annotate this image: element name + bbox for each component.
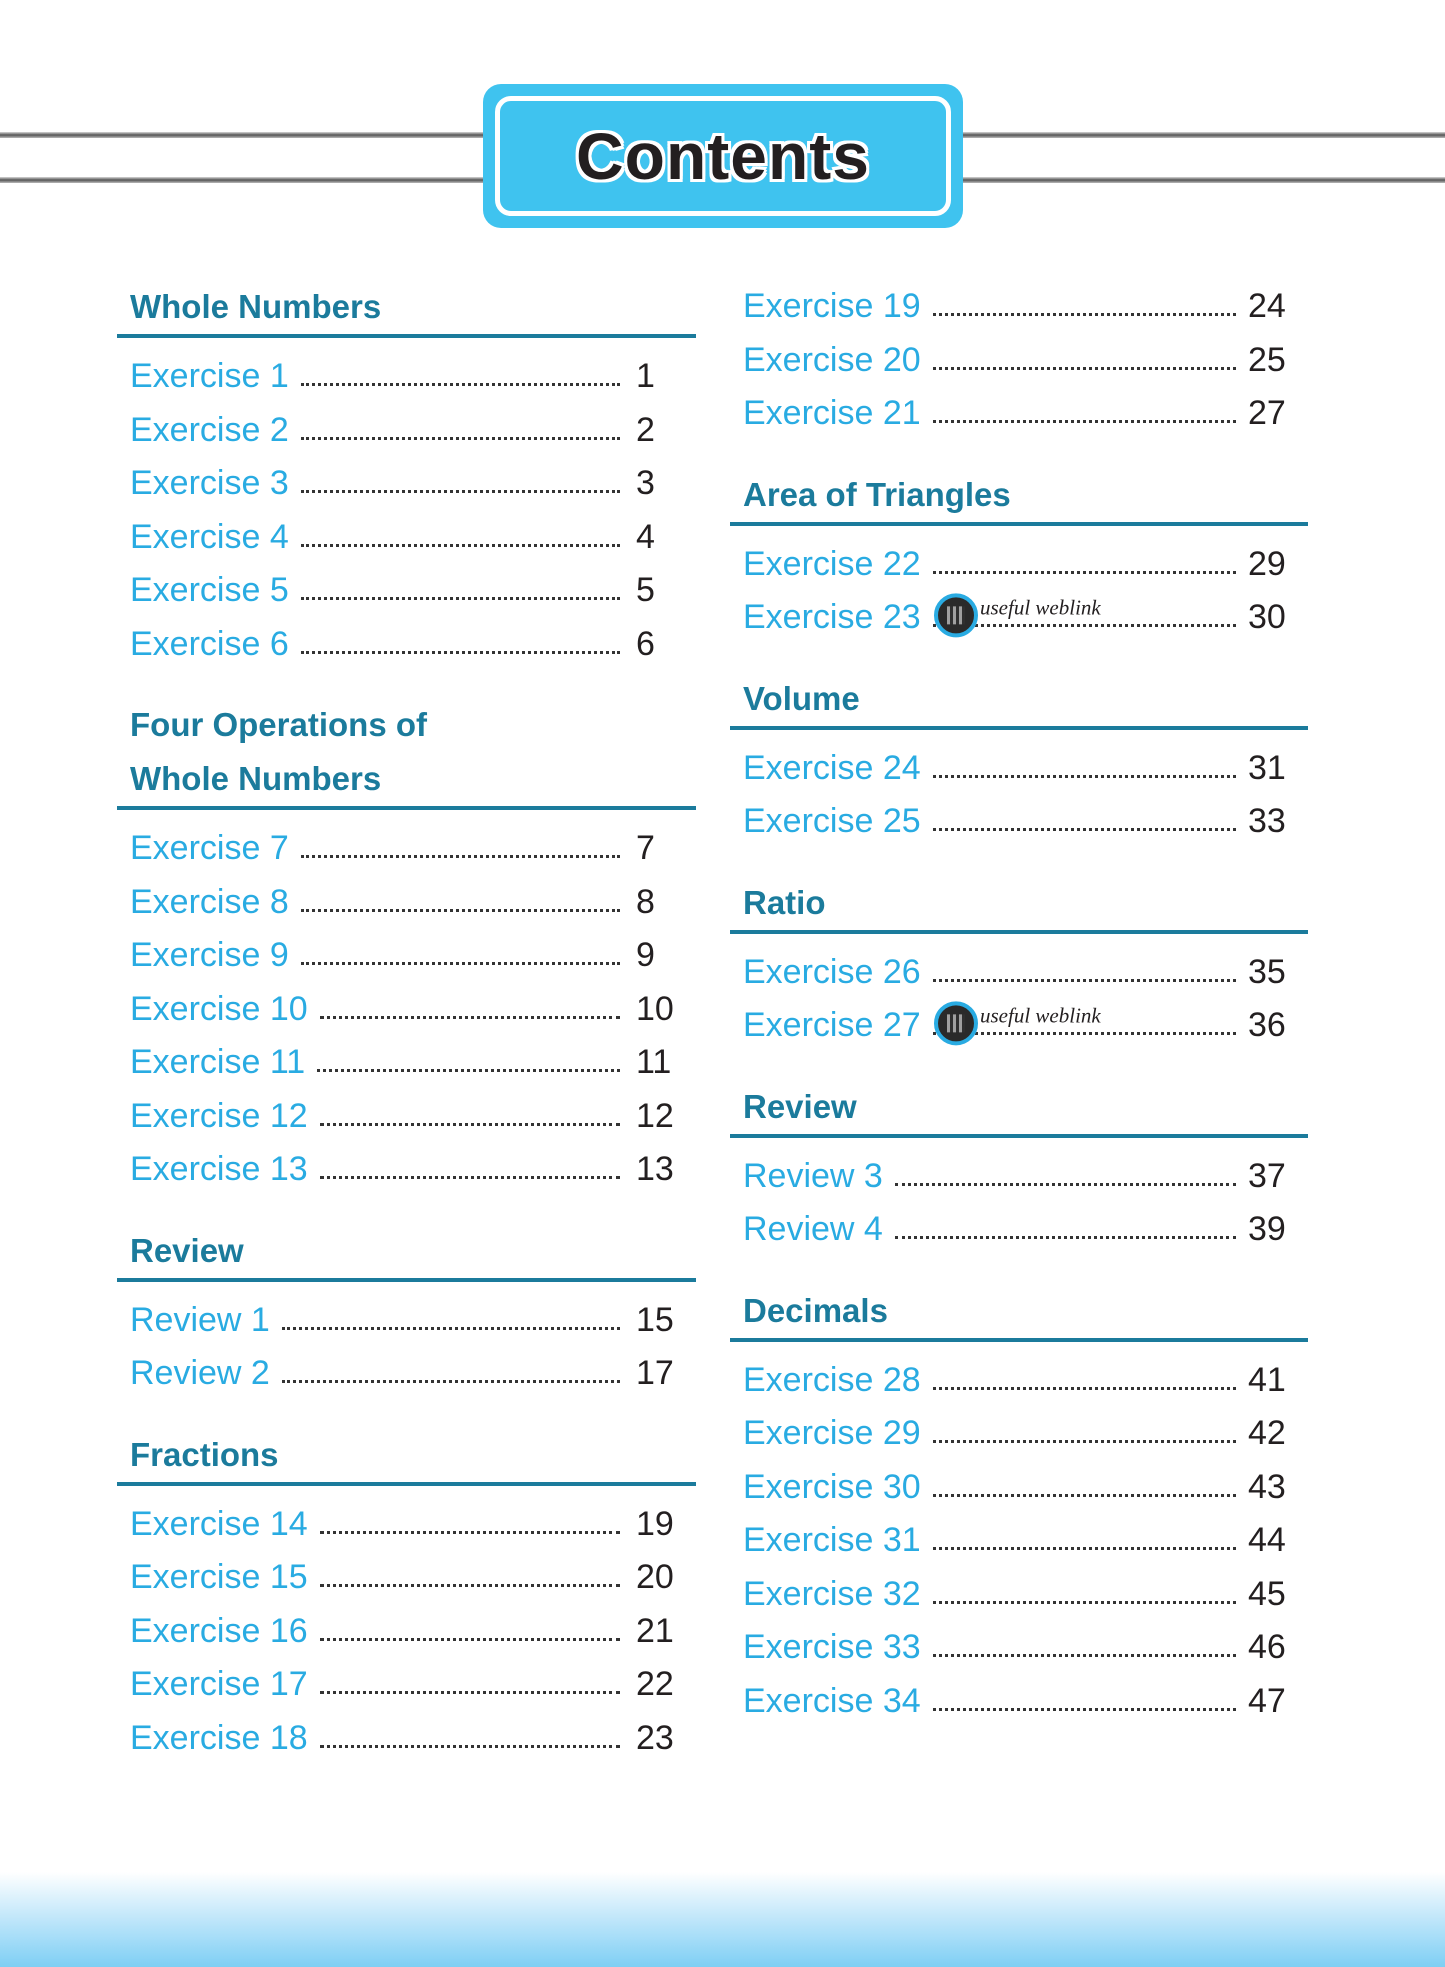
toc-entry[interactable] [730,999,1308,1053]
toc-entry[interactable] [117,1551,696,1605]
toc-entry[interactable] [117,1498,696,1552]
entry-label[interactable]: Exercise 20 [743,340,921,379]
toc-entry[interactable] [117,876,696,930]
dot-leader [933,828,1236,831]
entry-list [730,1354,1308,1729]
toc-entry[interactable] [730,946,1308,1000]
entry-page-number: 25 [1248,340,1286,379]
section-heading: Volume [730,672,1308,730]
entry-page-number: 8 [636,882,655,921]
entry-page-number: 24 [1248,287,1286,326]
entry-page-number: 45 [1248,1574,1286,1613]
entry-label[interactable]: Exercise 10 [130,989,308,1028]
dot-leader [933,979,1236,982]
dot-leader [320,1691,620,1694]
toc-section [730,468,1308,645]
entry-label[interactable]: Exercise 26 [743,952,921,991]
entry-label[interactable]: Exercise 29 [743,1414,921,1453]
entry-label[interactable]: Exercise 31 [743,1521,921,1560]
toc-entry[interactable] [117,983,696,1037]
dot-leader [933,1387,1236,1390]
dot-leader [301,437,620,440]
toc-entry[interactable] [730,280,1308,334]
entry-label[interactable]: Review 2 [130,1354,270,1393]
dot-leader [301,597,620,600]
toc-section [117,698,696,1197]
entry-page-number: 10 [636,989,674,1028]
entry-label[interactable]: Exercise 21 [743,394,921,433]
toc-entry[interactable] [117,350,696,404]
entry-list [117,1498,696,1766]
entry-label[interactable]: Exercise 19 [743,287,921,326]
section-heading: Ratio [730,876,1308,934]
toc-entry[interactable] [117,1090,696,1144]
toc-entry[interactable] [730,1514,1308,1568]
dot-leader [282,1380,620,1383]
toc-entry[interactable] [730,1568,1308,1622]
dot-leader [933,775,1236,778]
toc-entry[interactable] [730,1621,1308,1675]
entry-list [117,1294,696,1401]
toc-entry[interactable] [117,822,696,876]
contents-right-column [730,280,1308,1755]
toc-entry[interactable] [117,1143,696,1197]
entry-label[interactable]: Exercise 18 [130,1718,308,1757]
entry-list [117,822,696,1197]
dot-leader [301,490,620,493]
entry-label[interactable]: Exercise 15 [130,1558,308,1597]
dot-leader [320,1531,620,1534]
toc-entry[interactable] [730,742,1308,796]
title-banner-inner [495,96,951,216]
entry-page-number: 35 [1248,952,1286,991]
entry-page-number: 19 [636,1504,674,1543]
entry-page-number: 29 [1248,544,1286,583]
entry-page-number: 15 [636,1300,674,1339]
section-heading: Review [730,1080,1308,1138]
entry-label[interactable]: Exercise 8 [130,882,289,921]
entry-page-number: 33 [1248,802,1286,841]
dot-leader [933,1601,1236,1604]
entry-page-number: 5 [636,571,655,610]
entry-page-number: 17 [636,1354,674,1393]
toc-entry[interactable] [117,564,696,618]
entry-page-number: 21 [636,1611,674,1650]
entry-page-number: 1 [636,357,655,396]
entry-label[interactable]: Exercise 14 [130,1504,308,1543]
toc-entry[interactable] [117,1294,696,1348]
entry-page-number: 41 [1248,1360,1286,1399]
toc-section [730,1284,1308,1729]
dot-leader [320,1176,620,1179]
entry-label[interactable]: Exercise 3 [130,464,289,503]
entry-label[interactable]: Exercise 27 [743,1006,921,1045]
entry-page-number: 12 [636,1096,674,1135]
entry-page-number: 37 [1248,1156,1286,1195]
entry-label[interactable]: Exercise 5 [130,571,289,610]
toc-entry[interactable] [117,511,696,565]
entry-page-number: 36 [1248,1006,1286,1045]
dot-leader [933,367,1236,370]
entry-page-number: 9 [636,936,655,975]
entry-label[interactable]: Exercise 1 [130,357,289,396]
entry-page-number: 7 [636,829,655,868]
section-heading: Four Operations of Whole Numbers [117,698,696,810]
entry-label[interactable]: Exercise 9 [130,936,289,975]
entry-page-number: 22 [636,1665,674,1704]
toc-section [730,280,1308,441]
weblink-label: useful weblink [980,1003,1101,1028]
weblink-badge[interactable] [934,1001,1101,1045]
toc-entry[interactable] [117,404,696,458]
entry-label[interactable]: Exercise 12 [130,1096,308,1135]
toc-entry[interactable] [730,387,1308,441]
entry-label[interactable]: Exercise 6 [130,624,289,663]
entry-label[interactable]: Exercise 13 [130,1150,308,1189]
toc-entry[interactable] [117,1712,696,1766]
section-heading: Area of Triangles [730,468,1308,526]
dot-leader [320,1745,620,1748]
dot-leader [282,1327,620,1330]
entry-label[interactable]: Review 1 [130,1300,270,1339]
dot-leader [933,1654,1236,1657]
toc-entry[interactable] [117,1605,696,1659]
entry-page-number: 47 [1248,1681,1286,1720]
title-banner [483,84,963,228]
toc-section [117,280,696,671]
qr-code-icon[interactable] [934,593,978,637]
toc-entry[interactable] [730,591,1308,645]
dot-leader [320,1584,620,1587]
entry-page-number: 39 [1248,1210,1286,1249]
page-title: Contents [576,119,870,193]
toc-entry[interactable] [730,1203,1308,1257]
entry-label[interactable]: Exercise 23 [743,598,921,637]
entry-label[interactable]: Exercise 32 [743,1574,921,1613]
entry-label[interactable]: Review 3 [743,1156,883,1195]
toc-entry[interactable] [117,1036,696,1090]
dot-leader [933,1547,1236,1550]
entry-label[interactable]: Exercise 2 [130,410,289,449]
entry-label[interactable]: Exercise 4 [130,517,289,556]
entry-page-number: 3 [636,464,655,503]
dot-leader [301,855,620,858]
entry-page-number: 27 [1248,394,1286,433]
section-heading: Fractions [117,1428,696,1486]
dot-leader [301,651,620,654]
toc-section [730,876,1308,1053]
toc-entry[interactable] [117,1658,696,1712]
entry-label[interactable]: Exercise 24 [743,748,921,787]
dot-leader [895,1183,1236,1186]
section-heading: Review [117,1224,696,1282]
weblink-badge[interactable] [934,593,1101,637]
entry-list [730,280,1308,441]
toc-entry[interactable] [730,795,1308,849]
toc-section [117,1224,696,1401]
entry-page-number: 6 [636,624,655,663]
entry-label[interactable]: Exercise 17 [130,1665,308,1704]
entry-label[interactable]: Exercise 33 [743,1628,921,1667]
dot-leader [933,1494,1236,1497]
toc-entry[interactable] [730,1354,1308,1408]
qr-code-icon[interactable] [934,1001,978,1045]
toc-entry[interactable] [730,1407,1308,1461]
toc-entry[interactable] [117,929,696,983]
dot-leader [301,962,620,965]
entry-list [730,946,1308,1053]
entry-label[interactable]: Exercise 34 [743,1681,921,1720]
entry-page-number: 2 [636,410,655,449]
toc-entry[interactable] [730,538,1308,592]
entry-label[interactable]: Exercise 7 [130,829,289,868]
dot-leader [320,1016,620,1019]
entry-page-number: 23 [636,1718,674,1757]
footer-gradient [0,1872,1445,1967]
toc-entry[interactable] [117,618,696,672]
entry-label[interactable]: Exercise 16 [130,1611,308,1650]
entry-list [117,350,696,671]
contents-left-column [117,280,696,1792]
section-heading: Whole Numbers [117,280,696,338]
entry-list [730,742,1308,849]
dot-leader [301,544,620,547]
entry-list [730,538,1308,645]
toc-section [117,1428,696,1766]
dot-leader [933,313,1236,316]
dot-leader [320,1123,620,1126]
entry-page-number: 46 [1248,1628,1286,1667]
dot-leader [320,1638,620,1641]
weblink-label: useful weblink [980,595,1101,620]
entry-label[interactable]: Exercise 11 [130,1043,306,1082]
dot-leader [933,1440,1236,1443]
dot-leader [301,909,620,912]
entry-page-number: 4 [636,517,655,556]
entry-page-number: 20 [636,1558,674,1597]
entry-page-number: 30 [1248,598,1286,637]
toc-entry[interactable] [730,1150,1308,1204]
dot-leader [933,1708,1236,1711]
toc-section [730,672,1308,849]
entry-label[interactable]: Exercise 30 [743,1467,921,1506]
dot-leader [933,571,1236,574]
entry-page-number: 43 [1248,1467,1286,1506]
entry-page-number: 31 [1248,748,1286,787]
entry-label[interactable]: Exercise 25 [743,802,921,841]
entry-page-number: 44 [1248,1521,1286,1560]
dot-leader [317,1069,620,1072]
dot-leader [933,420,1236,423]
entry-label[interactable]: Exercise 28 [743,1360,921,1399]
dot-leader [895,1236,1236,1239]
entry-label[interactable]: Review 4 [743,1210,883,1249]
dot-leader [301,383,620,386]
section-heading: Decimals [730,1284,1308,1342]
toc-entry[interactable] [730,334,1308,388]
entry-list [730,1150,1308,1257]
toc-entry[interactable] [117,1347,696,1401]
entry-page-number: 11 [636,1043,672,1082]
toc-entry[interactable] [730,1461,1308,1515]
entry-page-number: 13 [636,1150,674,1189]
entry-page-number: 42 [1248,1414,1286,1453]
toc-section [730,1080,1308,1257]
entry-label[interactable]: Exercise 22 [743,544,921,583]
toc-entry[interactable] [117,457,696,511]
toc-entry[interactable] [730,1675,1308,1729]
